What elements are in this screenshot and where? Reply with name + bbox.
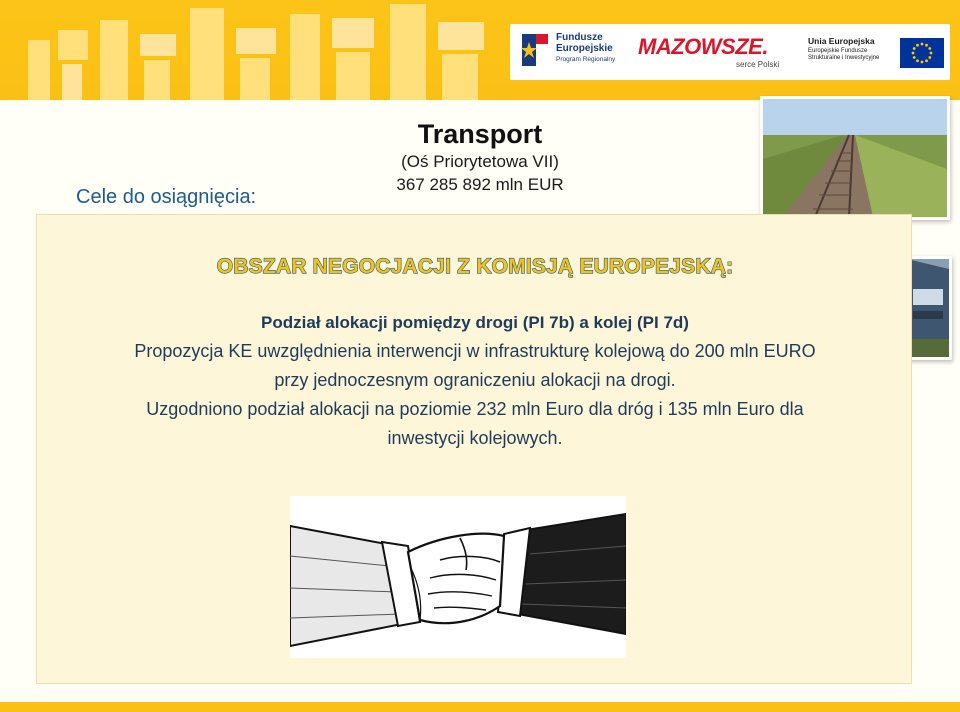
box-line: przy jednoczesnym ograniczeniu alokacji na drogi.: [274, 370, 676, 390]
box-line: Propozycja KE uwzględnienia interwencji w infrastrukturę kolejową do 200 mln EURO: [134, 341, 816, 361]
bottom-band: [0, 702, 960, 712]
eu-flag-icon: [900, 38, 944, 68]
handshake-illustration: [290, 496, 626, 658]
box-line: Uzgodniono podział alokacji na poziomie 232 mln Euro dla dróg i 135 mln Euro dla: [146, 399, 804, 419]
fundusze-europejskie-logo: [518, 30, 628, 74]
mazowsze-name: MAZOWSZE.: [638, 34, 768, 59]
box-heading: OBSZAR NEGOCJACJI Z KOMISJĄ EUROPEJSKĄ:: [216, 255, 734, 278]
ue-title: Unia Europejska: [808, 36, 875, 46]
railway-tracks-photo: [760, 96, 950, 220]
unia-europejska-logo: [808, 36, 948, 76]
page-title: Transport: [417, 119, 543, 149]
box-subheading: Podział alokacji pomiędzy drogi (PI 7b) a kolej (PI 7d): [261, 313, 689, 332]
box-line: inwestycji kolejowych.: [387, 428, 563, 448]
fe-program: Program Regionalny: [556, 56, 616, 63]
fe-name: Fundusze Europejskie: [556, 32, 613, 54]
goals-label: Cele do osiągnięcia:: [76, 186, 257, 208]
box-text: [37, 309, 913, 453]
allocation-amount: 367 285 892 mln EUR: [396, 175, 564, 194]
ue-subtitle: Europejskie Fundusze Strukturalne i Inwestycyjne: [808, 48, 880, 61]
mazowsze-tagline: serce Polski: [736, 60, 780, 69]
mazowsze-logo: [638, 34, 788, 74]
title-block: [340, 118, 620, 196]
fe-star-icon: [518, 30, 552, 70]
priority-axis: (Oś Priorytetowa VII): [401, 152, 559, 171]
